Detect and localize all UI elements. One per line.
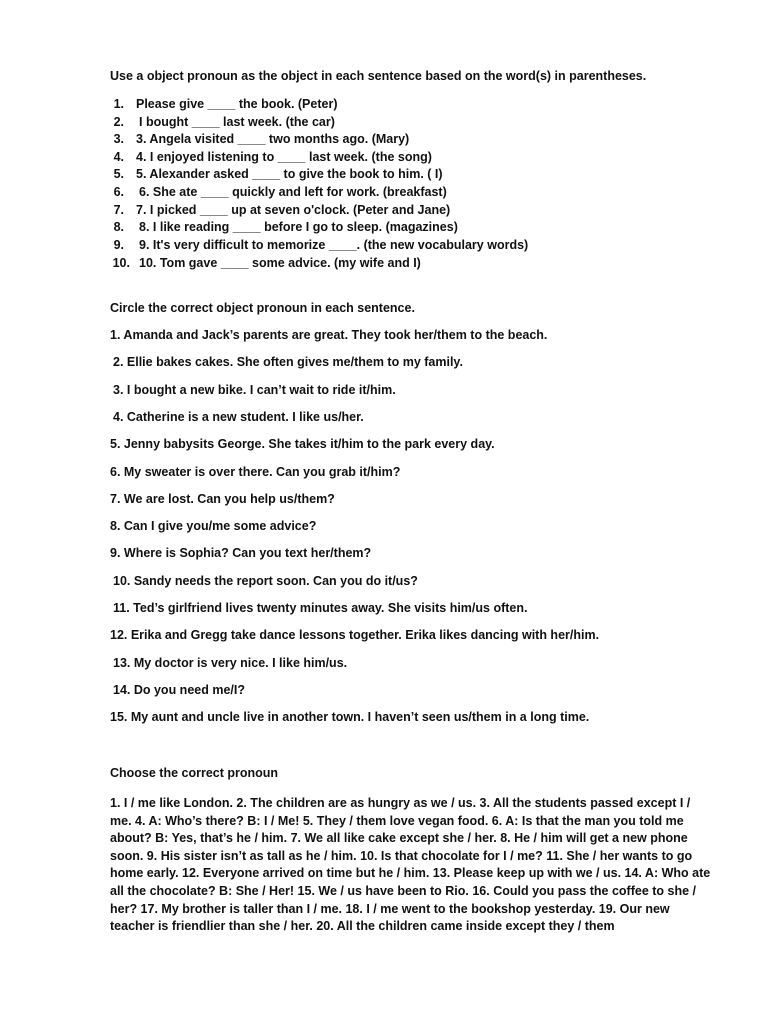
item-number: 2. [113,115,124,129]
item-text: 7. I picked ____ up at seven o'clock. (Peter and Jane) [136,203,451,217]
list-item: 9. Where is Sophia? Can you text her/them? [110,546,372,560]
list-item: 15. My aunt and uncle live in another town. I haven’t seen us/them in a long time. [110,710,590,724]
list-item: 7. We are lost. Can you help us/them? [110,492,335,506]
item-text: 3. Angela visited ____ two months ago. (Mary) [136,132,410,146]
item-text: 9. It's very difficult to memorize ____. (the new vocabulary words) [139,238,529,252]
item-number: 10. [112,256,130,270]
item-number: 5. [113,167,124,181]
section3-paragraph: 1. I / me like London. 2. The children are as hungry as we / us. 3. All the students passed except I / me. 4. A: Who’s there? B: I / Me! 5. They / them love vegan food. 6. A: Is that the man you told me about? B: Yes, that’s he / him. 7. We all like cake except she / her. 8. He / him will get a new phone soon. 9. His sister isn’t as tall as he / him. 10. Is that chocolate for I / me? 11. She / her wants to go home early. 12. Everyone arrived on time but he / him. 13. Please keep up with we / us. 14. A: Who ate all the chocolate? B: She / Her! 15. We / us have been to Rio. 16. Could you pass the coffee to she / her? 17. My brother is taller than I / me. 18. I / me went to the bookshop yesterday. 19. Our new teacher is friendlier than she / her. 20. All the children came inside except they / them [110,796,711,934]
section1-instruction: Use a object pronoun as the object in each sentence based on the word(s) in parentheses. [110,69,647,83]
list-item: 4. Catherine is a new student. I like us/her. [113,410,364,424]
item-text: 8. I like reading ____ before I go to sleep. (magazines) [139,220,458,234]
list-item: 8. Can I give you/me some advice? [110,519,317,533]
item-number: 6. [113,185,124,199]
list-item: 6. My sweater is over there. Can you grab it/him? [110,465,401,479]
list-item: 10. Sandy needs the report soon. Can you do it/us? [113,574,418,588]
item-number: 4. [113,150,124,164]
list-item: 12. Erika and Gregg take dance lessons together. Erika likes dancing with her/him. [110,628,600,642]
list-item: 11. Ted’s girlfriend lives twenty minutes away. She visits him/us often. [113,601,528,615]
item-number: 1. [113,97,124,111]
item-text: 5. Alexander asked ____ to give the book to him. ( I) [136,167,443,181]
item-number: 3. [113,132,124,146]
item-text: I bought ____ last week. (the car) [139,115,335,129]
item-number: 9. [113,238,124,252]
list-item: 5. Jenny babysits George. She takes it/him to the park every day. [110,437,495,451]
list-item: 2. Ellie bakes cakes. She often gives me/them to my family. [113,355,463,369]
list-item: 13. My doctor is very nice. I like him/us. [113,656,348,670]
item-text: 4. I enjoyed listening to ____ last week. (the song) [136,150,432,164]
item-text: 10. Tom gave ____ some advice. (my wife and I) [139,256,421,270]
list-item: 14. Do you need me/I? [113,683,245,697]
item-text: Please give ____ the book. (Peter) [136,97,338,111]
list-item: 1. Amanda and Jack’s parents are great. They took her/them to the beach. [110,328,548,342]
section2-instruction: Circle the correct object pronoun in each sentence. [110,301,415,315]
item-number: 7. [113,203,124,217]
section3-instruction: Choose the correct pronoun [110,766,279,780]
list-item: 3. I bought a new bike. I can’t wait to ride it/him. [113,383,396,397]
item-number: 8. [113,220,124,234]
item-text: 6. She ate ____ quickly and left for work. (breakfast) [139,185,447,199]
